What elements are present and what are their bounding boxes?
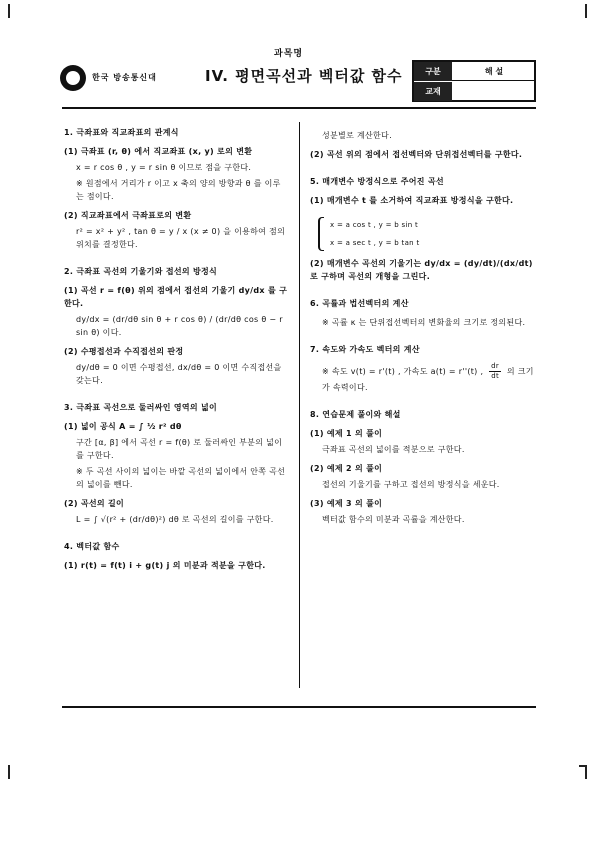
logo-text: 한국 방송통신대 (92, 73, 157, 82)
continued-line: 성분별로 계산한다. (322, 131, 392, 140)
section-title: 7. 속도와 가속도 벡터의 계산 (310, 345, 420, 354)
crop-mark-top-right (585, 4, 587, 18)
chapter-title: IV. 평면곡선과 벡터값 함수 (205, 67, 403, 85)
note-text: ※ 속도 v(t) = r'(t) , 가속도 a(t) = r''(t) , (322, 367, 484, 376)
crop-mark-bottom-right-h (579, 765, 587, 767)
item-title: (2) 곡선의 길이 (64, 499, 125, 508)
column-divider (299, 122, 300, 688)
header-kicker: 과목명 (274, 49, 304, 59)
header-rule (62, 107, 536, 109)
university-logo-icon (60, 65, 86, 91)
item-title: (1) r(t) = f(t) i + g(t) j 의 미분과 적분을 구한다. (64, 561, 266, 570)
item-body: dy/dθ = 0 이면 수평접선, dx/dθ = 0 이면 수직접선을 갖는다. (76, 363, 282, 385)
item-title: (1) 예제 1 의 풀이 (310, 429, 383, 438)
item-title: (2) 직교좌표에서 극좌표로의 변환 (64, 211, 192, 220)
info-row-1 (414, 62, 534, 81)
info-key-1: 구분 (414, 62, 452, 81)
item-body: 벡터값 함수의 미분과 곡률을 계산한다. (322, 515, 465, 524)
item-title: (1) 극좌표 (r, θ) 에서 직교좌표 (x, y) 로의 변환 (64, 147, 253, 156)
item-title: (2) 곡선 위의 점에서 접선벡터와 단위접선벡터를 구한다. (310, 150, 523, 159)
item-body: dy/dx = (dr/dθ sin θ + r cos θ) / (dr/dθ cos θ − r sin θ) 이다. (76, 315, 283, 337)
equation-system (318, 217, 535, 251)
info-row-2 (414, 82, 534, 101)
section-title: 4. 벡터값 함수 (64, 542, 120, 551)
item-body: x = r cos θ , y = r sin θ 이므로 점을 구한다. (76, 163, 252, 172)
info-value-2 (454, 82, 534, 101)
item-note: ※ 두 곡선 사이의 넓이는 바깥 곡선의 넓이에서 안쪽 곡선의 넓이를 뺀다. (76, 467, 286, 489)
item-title: (2) 예제 2 의 풀이 (310, 464, 383, 473)
crop-mark-bottom-left (8, 765, 10, 779)
page-header (60, 40, 540, 110)
equation-line: x = a cos t , y = b sin t (330, 221, 419, 229)
section-note-with-fraction (322, 362, 535, 394)
fraction-denominator: dt (491, 372, 499, 380)
item-title: (1) 매개변수 t 를 소거하여 직교좌표 방정식을 구한다. (310, 196, 514, 205)
equation-line: x = a sec t , y = b tan t (330, 239, 420, 247)
item-body: r² = x² + y² , tan θ = y / x (x ≠ 0) 을 이용하여 점의 위치를 결정한다. (76, 227, 286, 249)
item-body: 구간 [α, β] 에서 곡선 r = f(θ) 로 둘러싸인 부분의 넓이를 구한다. (76, 438, 283, 460)
footer-rule (62, 706, 536, 708)
section-title: 1. 극좌표와 직교좌표의 관계식 (64, 128, 179, 137)
item-body: 극좌표 곡선의 넓이를 적분으로 구한다. (322, 445, 465, 454)
section-note: ※ 곡률 κ 는 단위접선벡터의 변화율의 크기로 정의된다. (322, 318, 526, 327)
item-title: (2) 수평접선과 수직접선의 판정 (64, 347, 184, 356)
fraction-numerator: dr (491, 362, 500, 370)
left-brace-icon (318, 217, 324, 251)
note-text: 의 크기가 속력이다. (322, 367, 534, 392)
item-body: L = ∫ √(r² + (dr/dθ)²) dθ 로 곡선의 길이를 구한다. (76, 515, 274, 524)
section-title: 8. 연습문제 풀이와 해설 (310, 410, 401, 419)
section-title: 6. 곡률과 법선벡터의 계산 (310, 299, 409, 308)
left-column (64, 126, 288, 572)
item-title: (1) 넓이 공식 A = ∫ ½ r² dθ (64, 422, 182, 431)
crop-mark-top-left (8, 4, 10, 18)
item-title: (3) 예제 3 의 풀이 (310, 499, 383, 508)
section-title: 2. 극좌표 곡선의 기울기와 접선의 방정식 (64, 267, 218, 276)
right-column (310, 126, 535, 526)
item-title: (1) 곡선 r = f(θ) 위의 점에서 접선의 기울기 dy/dx 를 구한다. (64, 286, 288, 308)
fraction (489, 362, 501, 381)
info-box (412, 60, 536, 102)
info-key-2: 교재 (414, 82, 452, 101)
item-body: 접선의 기울기를 구하고 접선의 방정식을 세운다. (322, 480, 500, 489)
info-value-1: 해 설 (484, 67, 504, 76)
item-note: ※ 원점에서 거리가 r 이고 x 축의 양의 방향과 θ 를 이루는 점이다. (76, 179, 281, 201)
section-title: 3. 극좌표 곡선으로 둘러싸인 영역의 넓이 (64, 403, 218, 412)
crop-mark-bottom-right (585, 765, 587, 779)
section-title: 5. 매개변수 방정식으로 주어진 곡선 (310, 177, 444, 186)
item-title: (2) 매개변수 곡선의 기울기는 dy/dx = (dy/dt)/(dx/dt) 로 구하며 곡선의 개형을 그린다. (310, 259, 533, 281)
